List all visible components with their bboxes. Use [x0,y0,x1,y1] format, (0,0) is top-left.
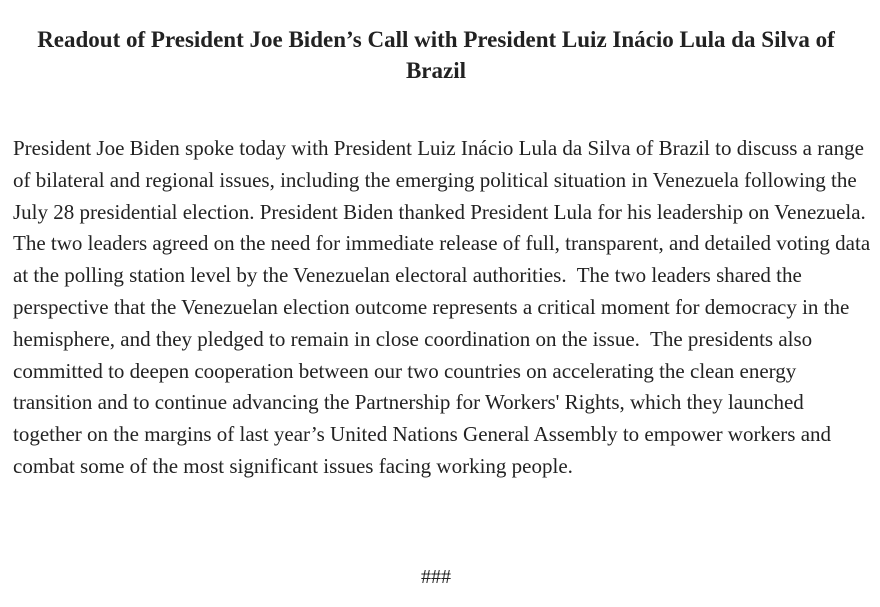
page-title: Readout of President Joe Biden’s Call with President Luiz Inácio Lula da Silva of Brazil [37,27,835,83]
end-mark: ### [421,566,451,588]
readout-paragraph: President Joe Biden spoke today with President Luiz Inácio Lula da Silva of Brazil to discuss a range of bilateral and regional issues, including the emerging political situation in Venezuela following the July 28 presidential election. President Biden thanked President Lula for his leadership on Venezuela. The two leaders agreed on the need for immediate release of full, transparent, and detailed voting data at the polling station level by the Venezuelan electoral authorities. The two leaders shared the perspective that the Venezuelan election outcome represents a critical moment for democracy in the hemisphere, and they pledged to remain in close coordination on the issue. The presidents also committed to deepen cooperation between our two countries on accelerating the clean energy transition and to continue advancing the Partnership for Workers' Rights, which they launched together on the margins of last year’s United Nations General Assembly to empower workers and combat some of the most significant issues facing working people. [13,136,876,478]
